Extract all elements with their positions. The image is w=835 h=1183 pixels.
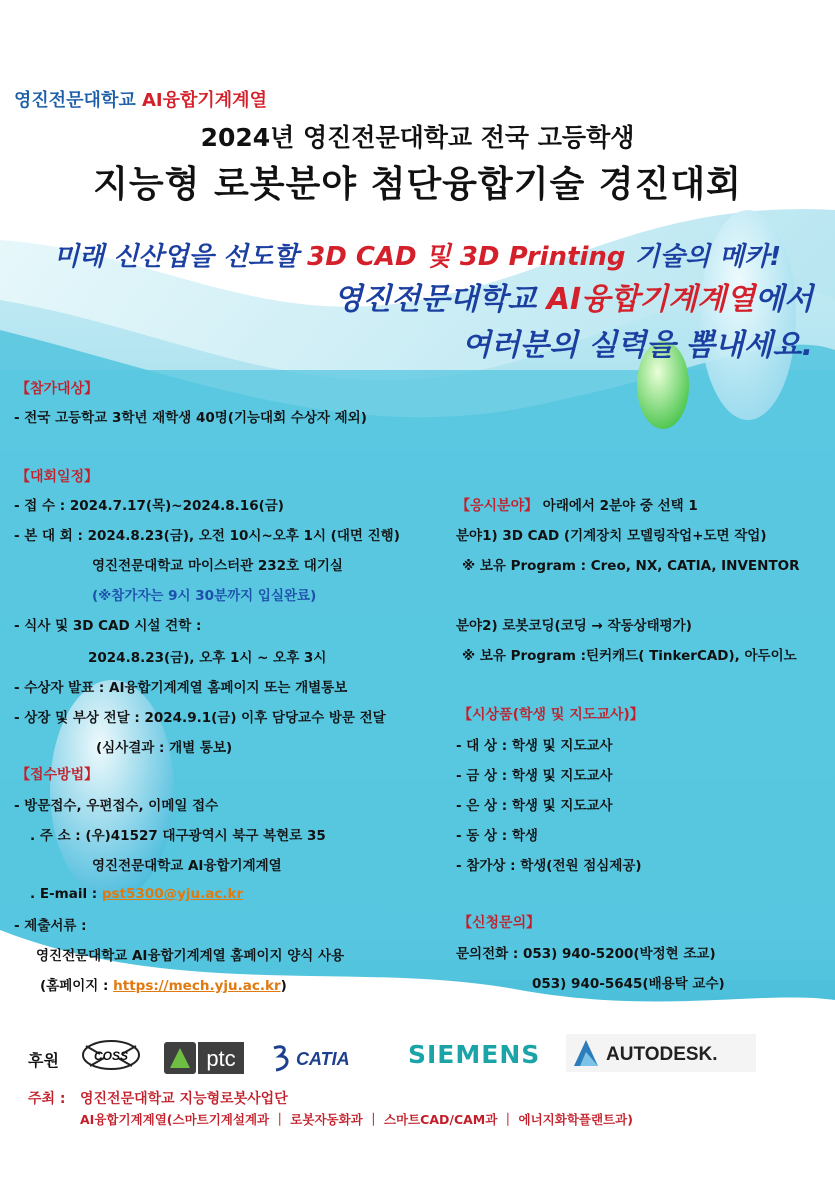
application-docs: - 제출서류 : <box>14 918 87 934</box>
field1: 분야1) 3D CAD (기계장치 모델링작업+도면 작업) <box>456 528 767 544</box>
prize-item: - 금 상 : 학생 및 지도교사 <box>456 768 613 784</box>
slogan-line3: 여러분의 실력을 뽐내세요. <box>461 328 813 363</box>
participants-line: - 전국 고등학교 3학년 재학생 40명(기능대회 수상자 제외) <box>14 410 367 426</box>
ptc-logo <box>164 1040 244 1076</box>
application-docs-line: 영진전문대학교 AI융합기계계열 홈페이지 양식 사용 <box>36 948 345 964</box>
autodesk-text: AUTODESK. <box>606 1044 718 1065</box>
prize-item: - 동 상 : 학생 <box>456 828 538 844</box>
schedule-reception: - 접 수 : 2024.7.17(목)~2024.8.16(금) <box>14 498 284 514</box>
field1-program: ※ 보유 Program : Creo, NX, CATIA, INVENTOR <box>462 558 800 574</box>
sponsor-label: 후원 <box>28 1051 59 1070</box>
schedule-results: (심사결과 : 개별 통보) <box>96 740 233 756</box>
coss-logo <box>80 1032 142 1078</box>
homepage-link[interactable]: https://mech.yju.ac.kr <box>113 978 281 994</box>
email-label: . E-mail : <box>30 886 102 902</box>
catia-logo <box>270 1040 382 1074</box>
ptc-text: ptc <box>206 1046 236 1071</box>
participants-heading: 【참가대상】 <box>16 381 99 397</box>
prize-item: - 은 상 : 학생 및 지도교사 <box>456 798 613 814</box>
application-address2: 영진전문대학교 AI융합기계계열 <box>92 858 282 874</box>
slogan-line2-b: AI융합기계계열 <box>546 282 756 317</box>
organizer-label: 주최 : <box>28 1091 66 1107</box>
fields-heading: 【응시분야】 <box>456 498 539 514</box>
inquiry-heading: 【신청문의】 <box>458 915 541 931</box>
catia-text: CATIA <box>296 1049 350 1069</box>
catia-icon <box>270 1040 382 1074</box>
autodesk-icon <box>566 1034 756 1072</box>
inquiry-phone2: 053) 940-5645(배용탁 교수) <box>532 976 725 992</box>
schedule-heading: 【대회일정】 <box>16 469 99 485</box>
field2: 분야2) 로봇코딩(코딩 → 작동상태평가) <box>456 618 692 634</box>
homepage-label: (홈페이지 : <box>40 978 114 994</box>
application-heading: 【접수방법】 <box>16 767 99 783</box>
fields-heading-note: 아래에서 2분야 중 선택 1 <box>538 498 698 514</box>
slogan-line1 <box>0 236 835 273</box>
ptc-icon <box>164 1040 244 1076</box>
slogan-line2-c: 에서 <box>755 282 813 317</box>
homepage-end: ) <box>280 978 287 994</box>
prizes-heading: 【시상품(학생 및 지도교사)】 <box>458 707 644 723</box>
autodesk-logo <box>566 1034 756 1072</box>
schedule-tour: - 식사 및 3D CAD 시설 견학 : <box>14 618 202 634</box>
slogan-line1-c: 기술의 메카! <box>625 242 782 272</box>
slogan-line2 <box>333 274 813 318</box>
slogan-line1-a: 미래 신산업을 선도할 <box>53 242 308 272</box>
field2-program: ※ 보유 Program :틴커캐드( TinkerCAD), 아두이노 <box>462 648 797 664</box>
organizer-line1: 영진전문대학교 지능형로봇사업단 <box>80 1091 288 1107</box>
page-title: 지능형 로봇분야 첨단융합기술 경진대회 <box>93 164 742 205</box>
slogan-line2-a: 영진전문대학교 <box>333 282 547 317</box>
schedule-arrival-note: (※참가자는 9시 30분까지 입실완료) <box>92 588 317 604</box>
siemens-logo: SIEMENS <box>408 1040 541 1069</box>
slogan-line1-b: 3D CAD 및 3D Printing <box>307 242 626 272</box>
email-link[interactable]: pst5300@yju.ac.kr <box>101 886 244 902</box>
application-address: . 주 소 : (우)41527 대구광역시 북구 복현로 35 <box>30 828 326 844</box>
dept-name: AI융합기계계열 <box>142 90 267 111</box>
schedule-tour-time: 2024.8.23(금), 오후 1시 ~ 오후 3시 <box>88 650 327 666</box>
title-line1: 2024년 영진전문대학교 전국 고등학생 <box>200 123 635 152</box>
fields-heading-row <box>456 494 698 515</box>
coss-text: COSS <box>93 1049 129 1063</box>
schedule-awards: - 상장 및 부상 전달 : 2024.9.1(금) 이후 담당교수 방문 전달 <box>14 710 386 726</box>
application-email-row <box>30 886 243 902</box>
schedule-venue: 영진전문대학교 마이스터관 232호 대기실 <box>92 558 343 574</box>
application-homepage-row <box>40 974 287 994</box>
organizer-line2: AI융합기계계열(스마트기계설계과 ｜ 로봇자동화과 ｜ 스마트CAD/CAM과 ｜ 에너지화학플랜트과) <box>80 1112 633 1127</box>
department-label <box>14 86 267 112</box>
coss-icon <box>80 1032 142 1078</box>
inquiry-phone1: 문의전화 : 053) 940-5200(박정현 조교) <box>456 946 716 962</box>
dept-prefix: 영진전문대학교 <box>14 90 136 111</box>
prize-item: - 참가상 : 학생(전원 점심제공) <box>456 858 642 874</box>
application-methods: - 방문접수, 우편접수, 이메일 접수 <box>14 798 219 814</box>
prize-item: - 대 상 : 학생 및 지도교사 <box>456 738 613 754</box>
schedule-main: - 본 대 회 : 2024.8.23(금), 오전 10시~오후 1시 (대면 진행) <box>14 528 400 544</box>
schedule-winners: - 수상자 발표 : AI융합기계계열 홈페이지 또는 개별통보 <box>14 680 348 696</box>
